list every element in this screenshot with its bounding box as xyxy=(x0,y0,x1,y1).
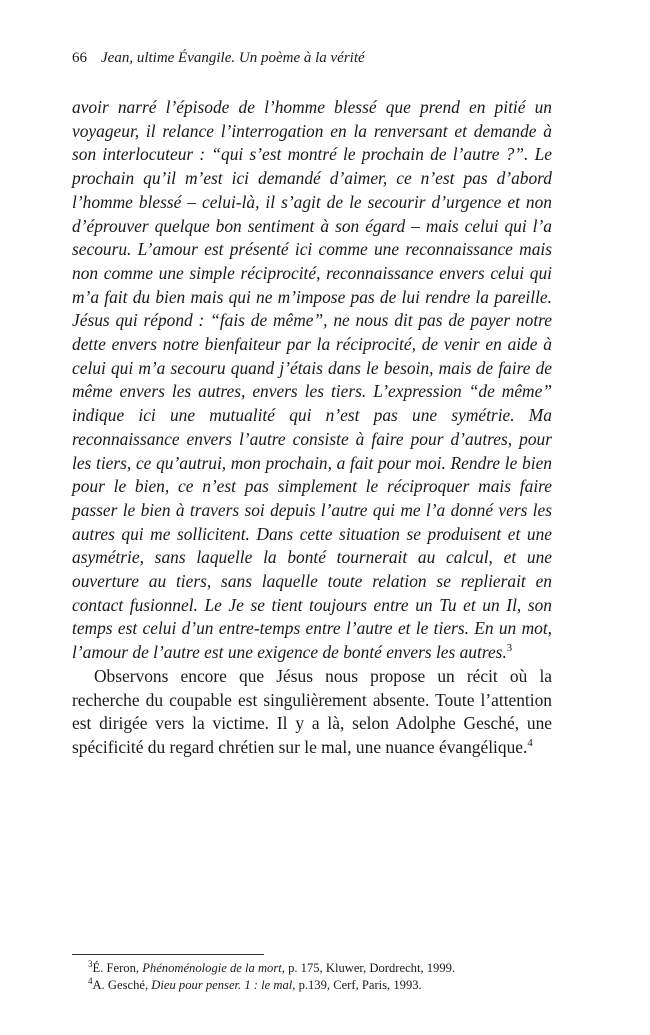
footnote-marker: 4 xyxy=(88,975,93,986)
footnote-4 xyxy=(72,977,552,994)
quoted-paragraph-text: avoir narré l’épisode de l’homme blessé que prend en pitié un voyageur, il relance l’interrogation en la renversant et demande à son interlocuteur : “qui s’est montré le prochain de l’autre ?”. Le prochain qu’il m’est ici demandé d’aimer, ce n’est pas d’abord l’homme blessé – celui-là, il s’agit de le secourir d’urgence et non d’éprouver quelque bon sentiment à son égard – mais celui qui l’a secouru. L’amour est présenté ici comme une reconnaissance mais non comme une simple réciprocité, reconnaissance envers celui qui m’a fait du bien mais qui ne m’impose pas de lui rendre la pareille. Jésus qui répond : “fais de même”, ne nous dit pas de payer notre dette envers notre bienfaiteur par la réciprocité, de venir en aide à celui qui m’a secouru quand j’étais dans le besoin, mais de faire de même envers les autres, envers les tiers. L’expression “de même” indique ici une mutualité qui n’est pas une symétrie. Ma reconnaissance envers l’autre consiste à faire pour d’autres, pour les tiers, ce qu’autrui, mon prochain, a fait pour moi. Rendre le bien pour le bien, ce n’est pas simplement le réciproquer mais faire passer le bien à travers soi depuis l’autre qui me l’a donné vers les autres qui me sollicitent. Dans cette situation se produisent et une asymétrie, sans laquelle la bonté tournerait au calcul, et une ouverture au tiers, sans laquelle toute relation se replierait en contact fusionnel. Le Je se tient toujours entre un Tu et un Il, son temps est celui d’un entre-temps entre l’autre et le tiers. En un mot, l’amour de l’autre est une exigence de bonté envers les autres. xyxy=(72,97,552,663)
footnote-ref-4[interactable]: 4 xyxy=(527,737,533,750)
book-page xyxy=(72,48,552,1008)
footnote-author: É. Feron, xyxy=(92,961,143,975)
running-header xyxy=(72,48,552,68)
footnote-details: , p. 175, Kluwer, Dordrecht, 1999. xyxy=(281,961,456,975)
footnote-work-title: Phénoménologie de la mort xyxy=(142,961,282,975)
footnote-marker: 3 xyxy=(88,958,93,969)
footnote-author: A. Gesché, xyxy=(92,978,152,992)
body-paragraph-text: Observons encore que Jésus nous propose un récit où la recherche du coupable est singulièrement absente. Toute l’attention est dirigée vers la victime. Il y a là, selon Adolphe Gesché, une spécificité du regard chrétien sur le mal, une nuance évangélique. xyxy=(72,665,552,757)
footnote-ref-3[interactable]: 3 xyxy=(506,642,513,655)
body-text xyxy=(72,96,552,760)
quoted-paragraph xyxy=(72,96,552,665)
footnote-divider xyxy=(72,954,264,955)
running-title: Jean, ultime Évangile. Un poème à la vérité xyxy=(101,50,365,66)
footnote-work-title: Dieu pour penser. 1 : le mal xyxy=(151,978,293,992)
page-number: 66 xyxy=(72,50,87,66)
footnote-details: , p.139, Cerf, Paris, 1993. xyxy=(292,978,422,992)
footnotes xyxy=(72,960,552,994)
body-paragraph xyxy=(72,665,552,760)
footnote-3 xyxy=(72,960,552,977)
